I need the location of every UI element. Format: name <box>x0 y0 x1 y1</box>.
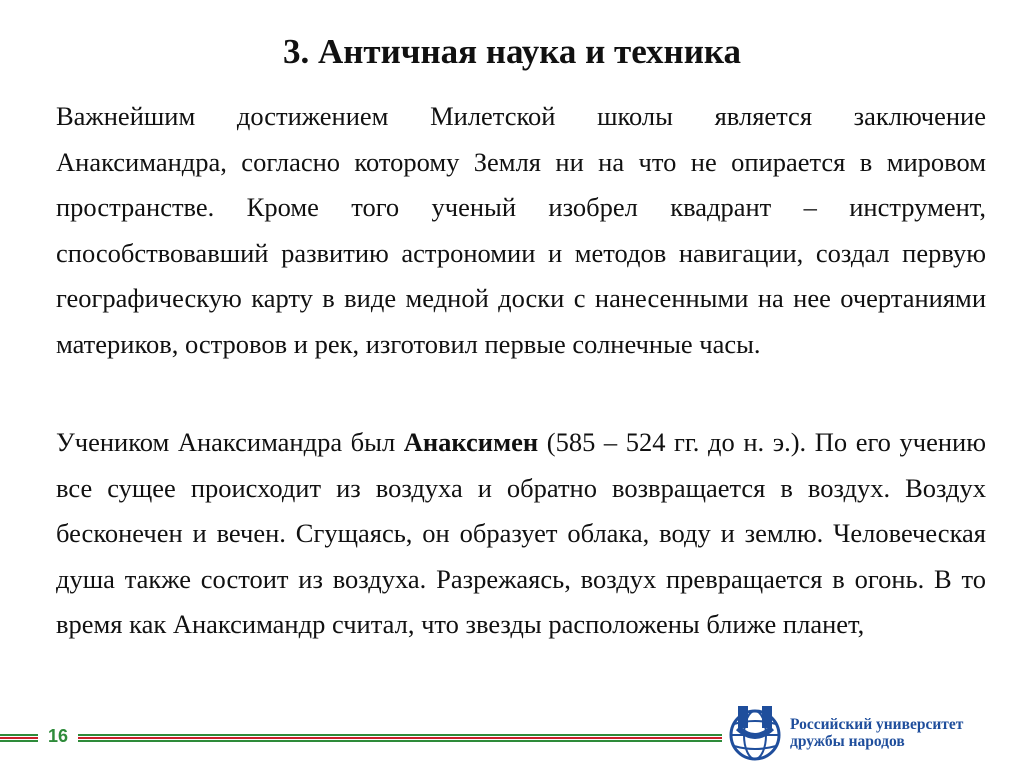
university-name-line-2: дружбы народов <box>790 733 905 750</box>
anaximenes-bold: Анаксимен <box>403 427 539 457</box>
paragraph-2-start: Учеником Анаксимандра был <box>56 427 404 457</box>
footer-stripe-green <box>0 734 722 736</box>
footer-stripe-green-lower <box>0 740 722 742</box>
university-logo-icon <box>724 704 786 762</box>
university-name-line-1: Российский университет <box>790 716 964 733</box>
slide-title: 3. Античная наука и техника <box>282 32 742 71</box>
paragraph-2-end: (585 – 524 гг. до н. э.). По его учению все сущее происходит из воздуха и обратно возвращается в воздух. Воздух бесконечен и вечен. Сгущаясь, он образует облака, воду и землю. Человеческая душа также состоит из воздуха. Разрежаясь, воздух превращается в огонь. В то время как Анаксимандр считал, что звезды расположены ближе планет, <box>56 427 986 639</box>
paragraph-2 <box>56 420 986 648</box>
page-number: 16 <box>38 723 78 749</box>
paragraph-1: Важнейшим достижением Милетской школы является заключение Анаксимандра, согласно которому Земля ни на что не опирается в мировом пространстве. Кроме того ученый изобрел квадрант – инструмент, способствовавший развитию астрономии и методов навигации, создал первую географическую карту в виде медной доски с нанесенными на нее очертаниями материков, островов и рек, изготовил первые солнечные часы. <box>56 101 986 359</box>
university-name <box>790 716 1010 750</box>
footer-stripe-red <box>0 737 722 739</box>
footer-divider <box>0 734 722 742</box>
